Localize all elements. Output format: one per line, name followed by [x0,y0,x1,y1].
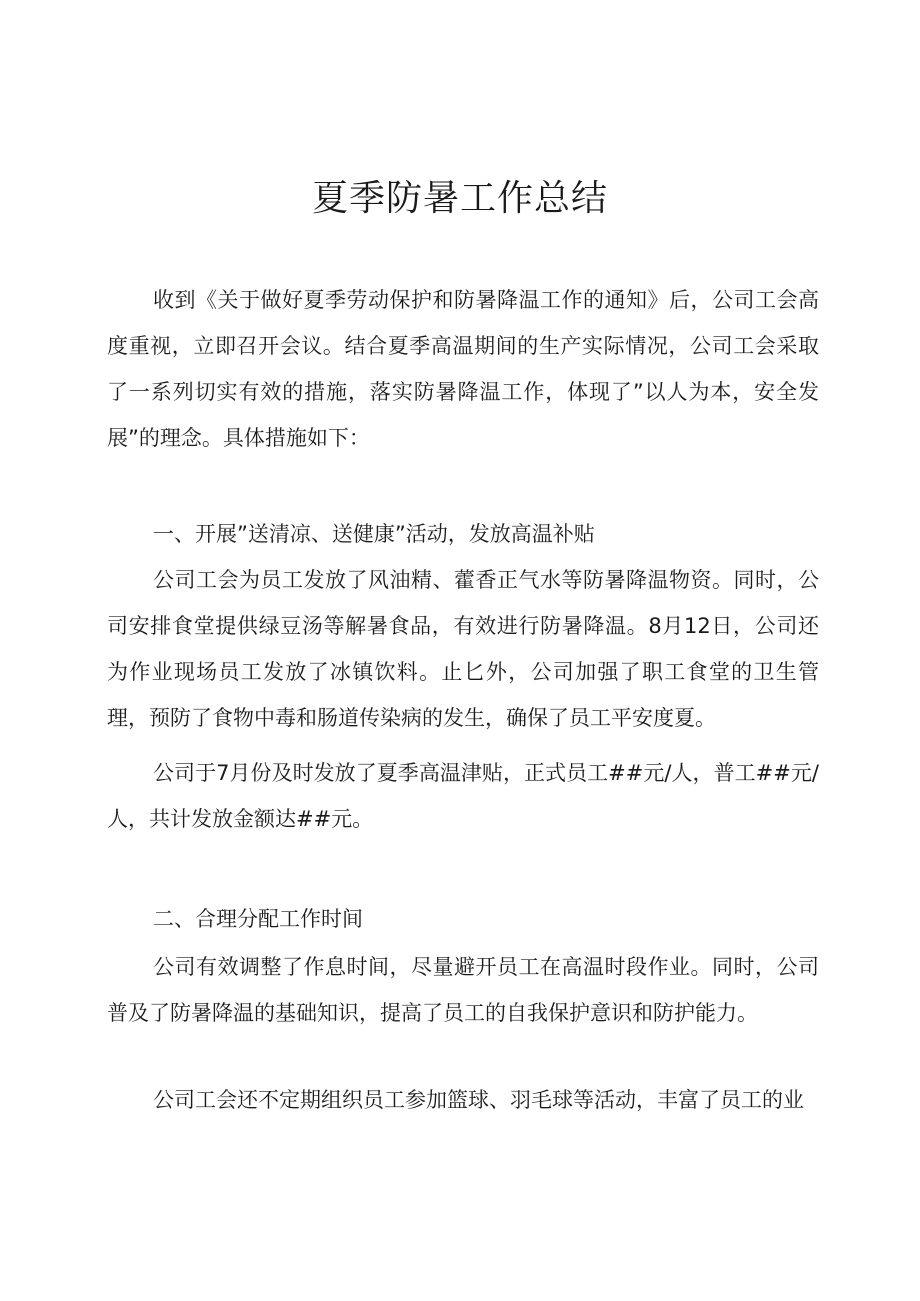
intro-paragraph: 收到《关于做好夏季劳动保护和防暑降温工作的通知》后，公司工会高度重视，立即召开会议。结合夏季高温期间的生产实际情况，公司工会采取了一系列切实有效的措施，落实防暑降温工作，体现了”以人为本，安全发展”的理念。具体措施如下： [107,288,819,450]
section-heading-2: 二、合理分配工作时间 [153,907,363,931]
document-title: 夏季防暑工作总结 [311,178,608,219]
section-1-paragraph-2: 公司于7月份及时发放了夏季高温津贴，正式员工##元/人，普工##元/人，共计发放金额达##元。 [107,761,819,831]
section-2-paragraph-2: 公司工会还不定期组织员工参加篮球、羽毛球等活动，丰富了员工的业 [153,1088,804,1112]
section-1-paragraph-1: 公司工会为员工发放了风油精、藿香正气水等防暑降温物资。同时，公司安排食堂提供绿豆汤等解暑食品，有效进行防暑降温。8月12日，公司还为作业现场员工发放了冰镇饮料。止匕外，公司加强了职工食堂的卫生管理，预防了食物中毒和肠道传染病的发生，确保了员工平安度夏。 [107,568,819,730]
section-heading-1: 一、开展”送清凉、送健康”活动，发放高温补贴 [153,522,595,546]
section-2-paragraph-1: 公司有效调整了作息时间，尽量避开员工在高温时段作业。同时，公司普及了防暑降温的基础知识，提高了员工的自我保护意识和防护能力。 [107,955,819,1025]
